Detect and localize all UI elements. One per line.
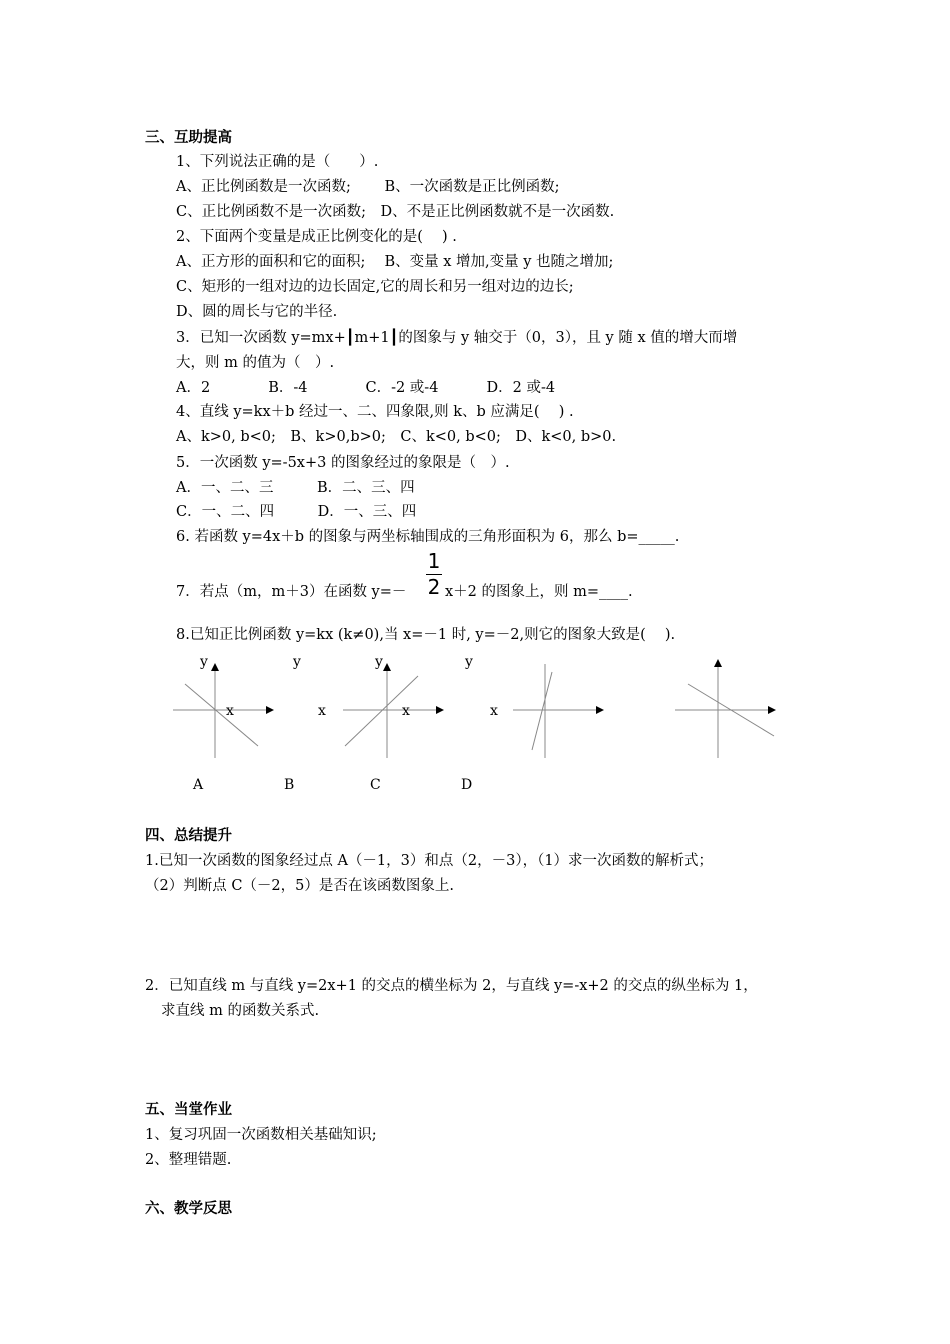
graph-c-x-label: x [402, 703, 410, 719]
graph-c [343, 654, 443, 758]
q6-stem: 6. 若函数 y=4x＋b 的图象与两坐标轴围成的三角形面积为 6，那么 b=_____. [176, 529, 680, 545]
graph-a-x-label: x [226, 703, 234, 719]
q1-options-cd: C、正比例函数不是一次函数; D、不是正比例函数就不是一次函数. [176, 204, 615, 220]
q5-options-ab: A．一、二、三 B．二、三、四 [176, 480, 415, 496]
q5-stem: 5．一次函数 y=-5x+3 的图象经过的象限是（ ）. [176, 455, 510, 471]
q5-options-cd: C．一、二、四 D．一、三、四 [176, 504, 417, 520]
graph-b-x-label: x [318, 703, 326, 719]
s5-item2: 2、整理错题. [145, 1152, 232, 1168]
q2-option-d: D、圆的周长与它的半径. [176, 304, 338, 320]
graph-c-y-label: y [375, 654, 383, 670]
q8-stem: 8.已知正比例函数 y=kx (k≠0),当 x=－1 时, y=－2,则它的图象大致是( ). [176, 627, 676, 643]
s4-problem2-line2: 求直线 m 的函数关系式. [161, 1003, 320, 1019]
q7-stem-post: x＋2 的图象上，则 m=____. [445, 584, 633, 600]
q4-stem: 4、直线 y=kx＋b 经过一、二、四象限,则 k、b 应满足( ) . [176, 404, 574, 420]
section-4-heading: 四、总结提升 [145, 828, 232, 844]
s4-problem1-line1: 1.已知一次函数的图象经过点 A（－1，3）和点（2，－3），（1）求一次函数的解析式； [145, 853, 714, 869]
q3-options: A．2 B．-4 C．-2 或-4 D．2 或-4 [176, 380, 556, 396]
q7-stem-pre: 7．若点（m，m＋3）在函数 y=－ [176, 584, 407, 600]
q2-options-ab: A、正方形的面积和它的面积; B、变量 x 增加,变量 y 也随之增加; [176, 254, 614, 270]
option-d-label: D [461, 777, 473, 793]
graph-d-x-label: x [490, 703, 498, 719]
q1-stem: 1、下列说法正确的是（ ）. [176, 154, 379, 170]
option-b-label: B [284, 777, 295, 793]
s4-problem1-line2: （2）判断点 C（－2，5）是否在该函数图象上. [145, 878, 454, 894]
q1-options-ab: A、正比例函数是一次函数; B、一次函数是正比例函数; [176, 179, 560, 195]
q3-stem-line1: 3．已知一次函数 y=mx+┃m+1┃的图象与 y 轴交于（0，3），且 y 随 x 值的增大而增 [176, 330, 738, 346]
q4-options: A、k>0, b<0; B、k>0,b>0; C、k<0, b<0; D、k<0, b>0. [176, 429, 617, 445]
option-a-label: A [193, 777, 204, 793]
q2-option-c: C、矩形的一组对边的边长固定,它的周长和另一组对边的边长; [176, 279, 574, 295]
graph-b-y-label: y [293, 654, 301, 670]
graph-b [292, 654, 326, 719]
q3-stem-line2: 大，则 m 的值为（ ）. [176, 355, 335, 371]
graph-d-line [532, 672, 552, 750]
s5-item1: 1、复习巩固一次函数相关基础知识; [145, 1127, 377, 1143]
q8-graphs [160, 648, 800, 808]
graph-a [173, 654, 273, 758]
graph-e [675, 660, 775, 758]
q7-fraction-denominator: 2 [427, 575, 441, 599]
graph-d-y-label: y [465, 654, 473, 670]
section-3-heading: 三、互助提高 [145, 130, 232, 146]
section-5-heading: 五、当堂作业 [145, 1102, 232, 1118]
q7-fraction-numerator: 1 [427, 549, 441, 573]
s4-problem2-line1: 2．已知直线 m 与直线 y=2x+1 的交点的横坐标为 2，与直线 y=-x+2 的交点的纵坐标为 1， [145, 978, 758, 994]
graph-d [464, 654, 603, 758]
graph-a-y-label: y [200, 654, 208, 670]
option-c-label: C [370, 777, 381, 793]
section-6-heading: 六、教学反思 [145, 1201, 232, 1217]
q2-stem: 2、下面两个变量是成正比例变化的是( ) . [176, 229, 457, 245]
graph-a-line [185, 684, 258, 746]
